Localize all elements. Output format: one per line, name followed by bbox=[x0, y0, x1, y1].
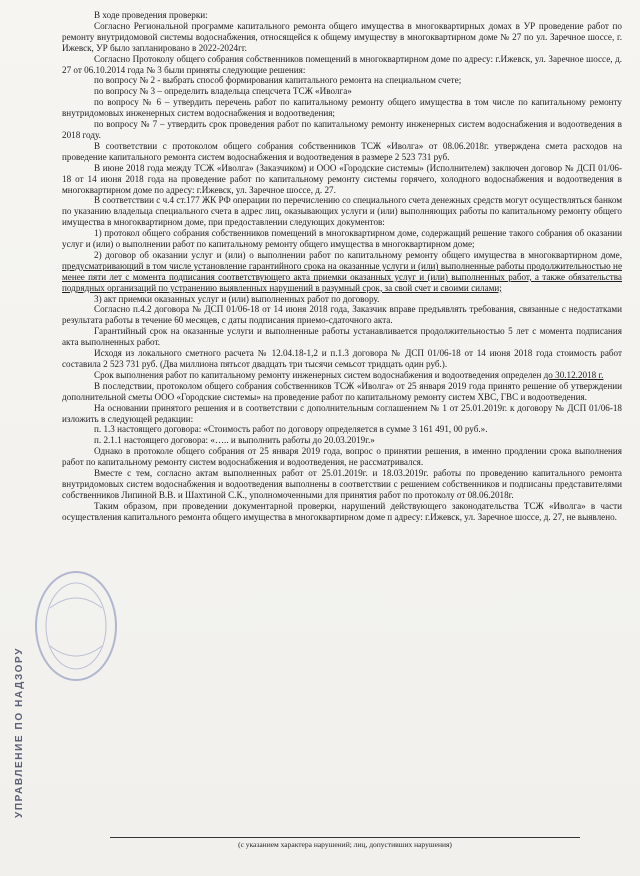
paragraph-warranty: Гарантийный срок на оказанные услуги и выполненные работы устанавливается продолжительностью 5 лет с момента подписания акта выполненных работ. bbox=[62, 326, 622, 348]
paragraph-deadline bbox=[62, 370, 622, 381]
paragraph-question-7: по вопросу № 7 – утвердить срок проведения работ по капитальному ремонту инженерных систем водоснабжения и водоотведения в 2018 году. bbox=[62, 119, 622, 140]
seal-icon bbox=[30, 568, 118, 686]
paragraph-item-3: 3) акт приемки оказанных услуг и (или) выполненных работ по договору. bbox=[94, 293, 380, 304]
paragraph-question-2: по вопросу № 2 - выбрать способ формирования капитального ремонта на специальном счете; bbox=[94, 75, 462, 86]
paragraph-contract: В июне 2018 года между ТСЖ «Иволга» (Заказчиком) и ООО «Городские системы» (Исполнителем) заключен договор № ДСП 01/06-18 от 14 июня 2018 года на проведение работ по капитальному ремонту системы горячего, холодного водоснабжения и водоотведения в многоквартирном доме по адресу: г.Ижевск, ул. Заречное шоссе, д. 27. bbox=[62, 162, 622, 195]
paragraph-item-1: 1) протокол общего собрания собственников помещений в многоквартирном доме, содержащий решение такого собрания об оказании услуг и (или) о выполнении работ по капитальному ремонту общего имущества в многоквартирном доме; bbox=[62, 228, 622, 250]
paragraph-subsequently: В последствии, протоколом общего собрания собственников ТСЖ «Иволга» от 25 января 2019 года принято решение об утверждении дополнительной сметы ООО «Городские системы» на проведение работ по капитальному ремонту систем ХВС, ГВС и водоотведения. bbox=[62, 380, 622, 402]
paragraph-item-2 bbox=[62, 250, 622, 294]
paragraph-regional-program: Согласно Региональной программе капитального ремонта общего имущества в многоквартирных домах в УР проведение работ по ремонту внутридомовой системы водоснабжения, относящейся к общему имуществу в многоквартирном доме № 27 по ул. Заречное шоссе, г. Ижевск, УР было запланировано в 2022-2024гг. bbox=[62, 20, 622, 53]
paragraph-protocol-2014: Согласно Протоколу общего собрания собственников помещений в многоквартирном доме по адресу: г.Ижевск, ул. Заречное шоссе, д. 27 от 06.10.2014 года № 3 были приняты следующие решения: bbox=[62, 53, 622, 75]
paragraph-claims: Согласно п.4.2 договора № ДСП 01/06-18 от 14 июня 2018 года, Заказчик вправе предъявлять требования, связанные с недостатками результата работы в течение 60 месяцев, с даты подписания приемо-сдаточного акта. bbox=[62, 304, 622, 326]
footer-caption: (с указанием характера нарушений; лиц, допустивших нарушения) bbox=[238, 840, 452, 849]
paragraph-housing-code: В соответствии с ч.4 ст.177 ЖК РФ операции по перечислению со специального счета денежных средств могут осуществляться банком по указанию владельца специального счета в адрес лиц, оказывающих услуги и (или) выполняющих работы по капитальному ремонту общего имущества в многоквартирном доме, при предоставлении следующих документов: bbox=[62, 195, 622, 228]
paragraph-question-6: по вопросу № 6 – утвердить перечень работ по капитальному ремонту общего имущества в том числе по капитальному ремонту внутридомовых инженерных систем водоснабжения и водоотведения; bbox=[62, 97, 622, 119]
stamp-text: УПРАВЛЕНИЕ ПО НАДЗОРУ bbox=[14, 646, 25, 818]
item-2-underlined: предусматривающий в том числе установление гарантийного срока на оказанные услуги и (или) выполненные работы продолжительностью не менее пяти лет с момента подписания соответствующего акта приемки оказанных услуг и (или) выполненных работ, а также обязательства подрядных организаций по устранению выявленных нарушений в разумный срок, за свой счет и своими силами; bbox=[62, 260, 622, 293]
item-2-text: 2) договор об оказании услуг и (или) о выполнении работ по капитальному ремонту общего имущества в многоквартирном доме, bbox=[94, 249, 622, 260]
footer-rule bbox=[110, 837, 580, 838]
paragraph-conclusion: Таким образом, при проведении документарной проверки, нарушений действующего законодательства ТСЖ «Иволга» в части осуществления капитального ремонта общего имущества в многоквартирном доме п адресу: г.Ижевск, ул. Заречное шоссе, д. 27, не выявлено. bbox=[62, 500, 622, 522]
paragraph-question-3: по вопросу № 3 – определить владельца спецсчета ТСЖ «Иволга» bbox=[94, 86, 352, 97]
paragraph-amendment-item-1: п. 1.3 настоящего договора: «Стоимость работ по договору определяется в сумме 3 161 491, 00 руб.». bbox=[94, 424, 488, 435]
deadline-text: Срок выполнения работ по капитальному ремонту инженерных систем водоснабжения и водоотведения определен bbox=[94, 369, 544, 380]
paragraph-acts: Вместе с тем, согласно актам выполненных работ от 25.01.2019г. и 18.03.2019г. работы по проведению капитального ремонта внутридомовых систем водоснабжения и водоотведения выполнены в соответствии с решением собственников и подписаны представителями собственников Липиной В.В. и Шахтиной С.К., уполномоченными для принятия работ по протоколу от 08.06.2018г. bbox=[62, 468, 622, 500]
deadline-date: до 30.12.2018 г. bbox=[543, 369, 604, 380]
paragraph-amendment: На основании принятого решения и в соответствии с дополнительным соглашением № 1 от 25.01.2019г. к договору № ДСП 01/06-18 изложить в следующей редакции: bbox=[62, 402, 622, 424]
paragraph-intro: В ходе проведения проверки: bbox=[94, 10, 208, 20]
paragraph-cost: Исходя из локального сметного расчета № 12.04.18-1,2 и п.1.3 договора № ДСП 01/06-18 от 14 июня 2018 года стоимость работ составила 2 523 731 руб. (Два миллиона пятьсот двадцать три тысячи семьсот тридцать один руб.). bbox=[62, 348, 622, 369]
paragraph-protocol-2019: Однако в протоколе общего собрания от 25 января 2019 года, вопрос о принятии решения, в именно продлении срока выполнения работ по капитальному ремонту систем водоснабжения и водоотведения, не рассматривался. bbox=[62, 446, 622, 468]
paragraph-amendment-item-2: п. 2.1.1 настоящего договора: «….. и выполнить работы до 20.03.2019г.» bbox=[94, 435, 375, 446]
paragraph-estimate: В соответствии с протоколом общего собрания собственников ТСЖ «Иволга» от 08.06.2018г. утверждена смета расходов на проведение капитального ремонта систем водоснабжения и водоотведения в размере 2 523 731 руб. bbox=[62, 140, 622, 162]
document-body bbox=[62, 10, 622, 523]
